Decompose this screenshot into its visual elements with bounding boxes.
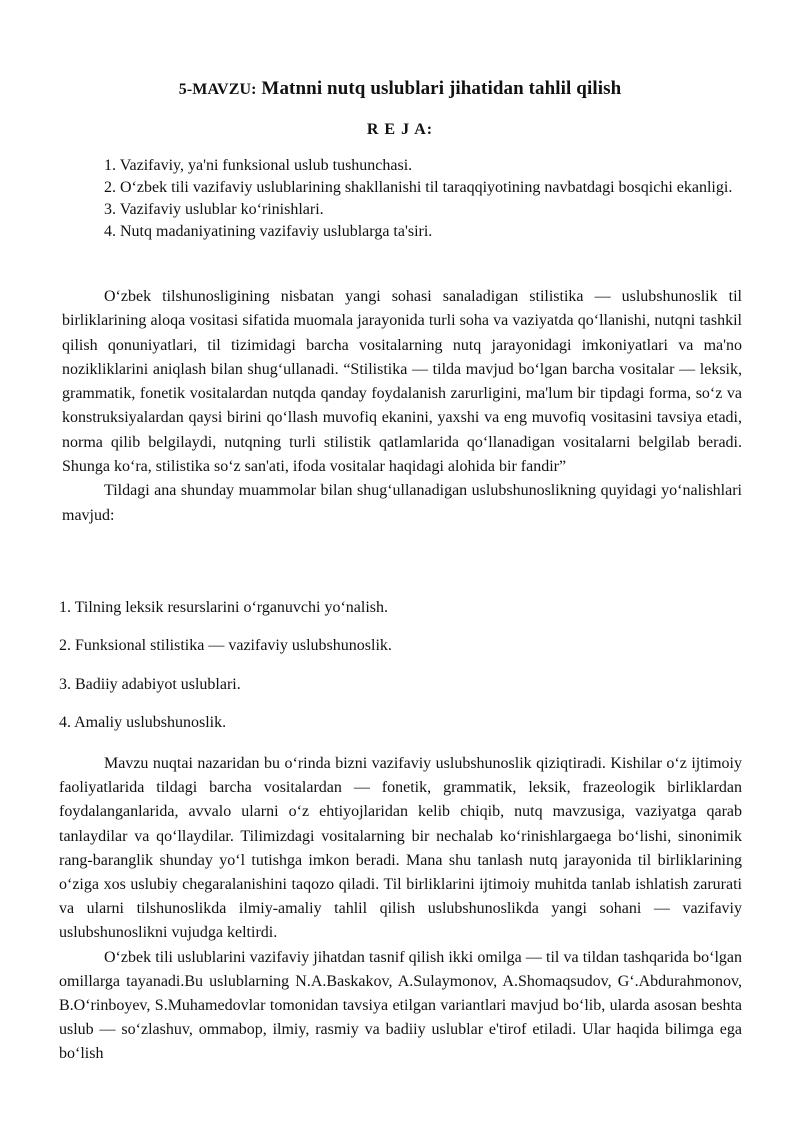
title-main: Matnni nutq uslublari jihatidan tahlil qilish — [256, 78, 622, 99]
title-prefix: 5-MAVZU: — [178, 81, 257, 98]
plan-item: 4. Nutq madaniyatining vazifaviy uslublarga ta'siri. — [104, 223, 433, 240]
body-paragraph: O‘zbek tili uslublarini vazifaviy jihatdan tasnif qilish ikki omilga — til va tildan tashqarida bo‘lgan omillarga tayanadi.Bu uslublarning N.A.Baskakov, A.Sulaymonov, A.Shomaqsudov, G‘.Abdurahmonov, B.O‘rinboyev, S.Muhamedovlar tomonidan tavsiya etilgan variantlari mavjud bo‘lib, ularda asosan beshta uslub — so‘zlashuv, ommabop, ilmiy, rasmiy va badiiy uslublar e'tirof etiladi. Ular haqida bilimga ega bo‘lish — [59, 948, 742, 1063]
direction-item: 2. Funksional stilistika — vazifaviy uslubshunoslik. — [59, 637, 392, 654]
direction-item: 4. Amaliy uslubshunoslik. — [59, 714, 227, 731]
direction-item: 3. Badiiy adabiyot uslublari. — [59, 676, 241, 693]
plan-item: 2. O‘zbek tili vazifaviy uslublarining shakllanishi til taraqqiyotining navbatdagi bosqichi ekanligi. — [104, 179, 733, 196]
plan-item: 1. Vazifaviy, ya'ni funksional uslub tushunchasi. — [104, 157, 413, 174]
plan-list — [59, 155, 742, 243]
intro-paragraph: Tildagi ana shunday muammolar bilan shug‘ullanadigan uslubshunoslikning quyidagi yo‘nalishlari mavjud: — [62, 482, 742, 524]
page-title — [0, 78, 800, 100]
body-paragraph: Mavzu nuqtai nazaridan bu o‘rinda bizni vazifaviy uslubshunoslik qiziqtiradi. Kishilar o‘z ijtimoiy faoliyatlarida tildagi barcha vositalardan — fonetik, grammatik, leksik, frazeologik birliklardan foydalanganlarida, avvalo ularni o‘z ehtiyojlaridan kelib chiqib, nutq mavzusiga, vaziyatga qarab tanlaydilar va qo‘llaydilar. Tilimizdagi vositalarning bir nechalab ko‘rinishlargaega bo‘lishi, sinonimik rang-baranglik shunday yo‘l tutishga imkon beradi. Mana shu tanlash nutq jarayonida til birliklarining o‘ziga xos uslubiy chegaralanishini taqozo qiladi. Til birliklarini ijtimoiy muhitda tanlab ishlatish zarurati va ularni tilshunoslikda ilmiy-amaliy tahlil qilish uslubshunoslikda yangi sohani — vazifaviy uslubshunoslikni vujudga keltirdi. — [59, 755, 742, 942]
intro-paragraph: O‘zbek tilshunosligining nisbatan yangi sohasi sanaladigan stilistika — uslubshunoslik til birliklarining aloqa vositasi sifatida muomala jarayonida turli soha va vaziyatda qo‘llanishi, nutqni tashkil qilish qonuniyatlari, til tizimidagi barcha vositalarning nutq jarayonidagi imkoniyatlari va ma'no nozikliklarini aniqlash bilan shug‘ullanadi. “Stilistika — tilda mavjud bo‘lgan barcha vositalar — leksik, grammatik, fonetik vositalardan nutqda qanday foydalanish zarurligini, ma'lum bir tipdagi forma, so‘z va konstruksiyalardan qaysi birini qo‘llash muvofiq ekanini, yaxshi va eng muvofiq vositasini tavsiya etadi, norma qilib belgilaydi, nutqning turli stilistik qatlamlarida qo‘llanadigan vositalarni belgilab beradi. Shunga ko‘ra, stilistika so‘z san'ati, ifoda vositalar haqidagi alohida bir fandir” — [62, 288, 742, 476]
direction-item: 1. Tilning leksik resurslarini o‘rganuvchi yo‘nalish. — [59, 599, 389, 616]
plan-item: 3. Vazifaviy uslublar ko‘rinishlari. — [104, 201, 324, 218]
plan-heading: R E J A: — [366, 121, 434, 138]
body-section — [59, 752, 742, 1067]
intro-section — [62, 285, 742, 528]
